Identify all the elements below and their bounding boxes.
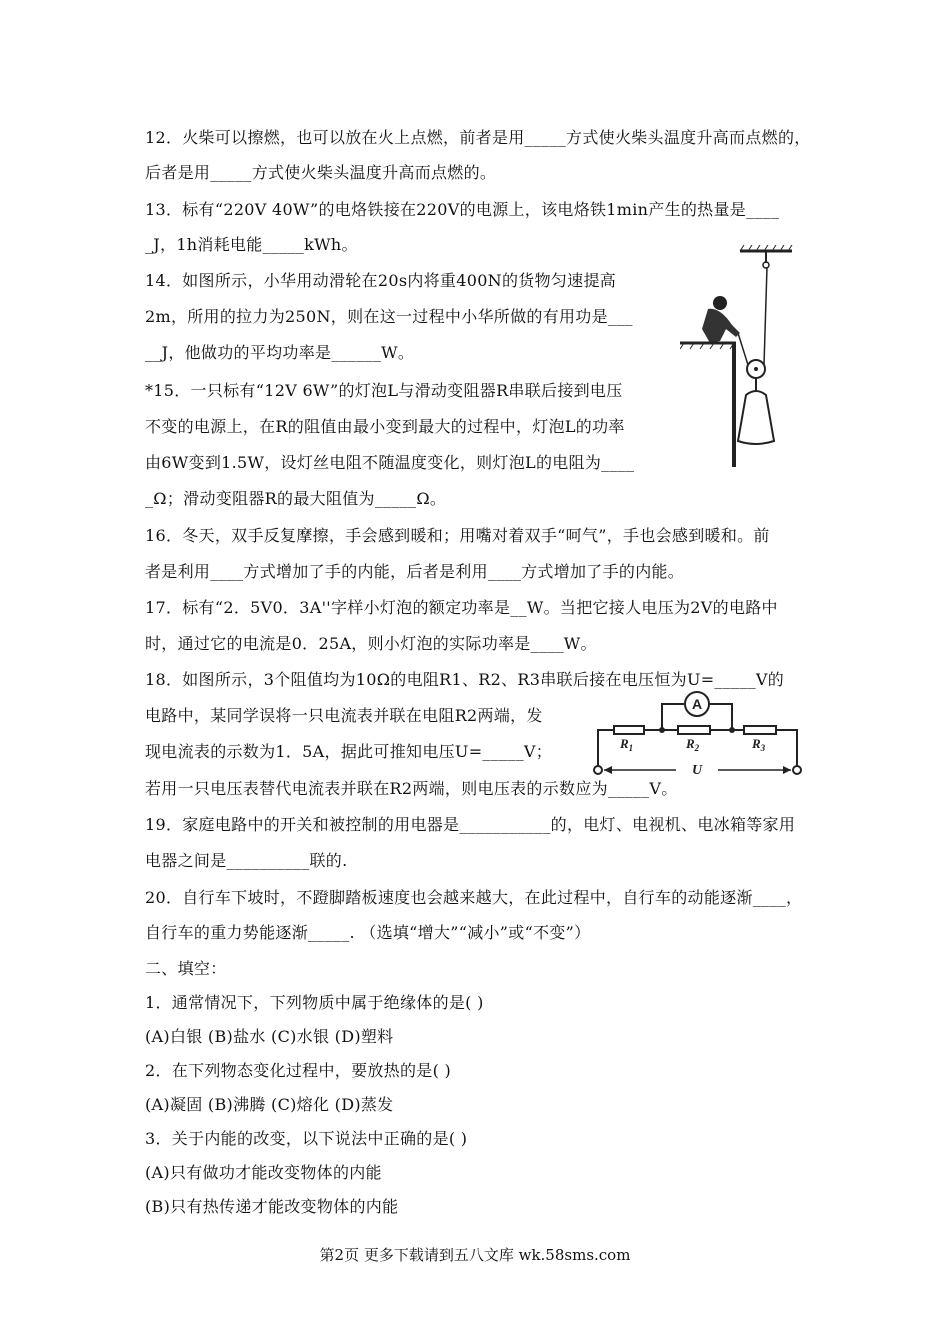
- s2-q2: 2．在下列物态变化过程中，要放热的是( ): [145, 1061, 452, 1080]
- q17-line-1: 17．标有“2．5V0．3A''字样小灯泡的额定功率是__W。当把它接人电压为2V的电路中: [145, 598, 778, 617]
- s2-q1-options: (A)白银 (B)盐水 (C)水银 (D)塑料: [145, 1027, 394, 1046]
- pulley-figure: [680, 245, 800, 470]
- q16-line-1: 16．冬天，双手反复摩擦，手会感到暖和；用嘴对着双手“呵气”，手也会感到暖和。前: [145, 526, 770, 545]
- q15-line-3: 由6W变到1.5W，设灯丝电阻不随温度变化，则灯泡L的电阻为____: [145, 453, 635, 472]
- label-r3: $R_3$: [752, 736, 766, 753]
- pulley-axle: [754, 367, 758, 371]
- s2-q3-option-a: (A)只有做功才能改变物体的内能: [145, 1163, 382, 1182]
- label-r1: $R_1$: [620, 736, 634, 753]
- q15-line-4: _Ω；滑动变阻器R的最大阻值为_____Ω。: [145, 489, 447, 508]
- q17-line-2: 时，通过它的电流是0．25A，则小灯泡的实际功率是____W。: [145, 634, 597, 653]
- u-arrowhead-left: [604, 766, 612, 774]
- section-heading: 二、填空：: [145, 959, 227, 978]
- resistor-r3: [744, 726, 776, 734]
- load-weight: [738, 391, 774, 444]
- ammeter-label: A: [691, 696, 703, 712]
- q18-line-3: 现电流表的示数为1．5A，据此可推知电压U=_____V；: [145, 742, 553, 761]
- q18-line-4: 若用一只电压表替代电流表并联在R2两端，则电压表的示数应为_____V。: [145, 779, 678, 798]
- u-arrowhead-right: [783, 766, 791, 774]
- wire-right: [776, 730, 797, 768]
- q20-line-1: 20．自行车下坡时，不蹬脚踏板速度也会越来越大，在此过程中，自行车的动能逐渐____，: [145, 888, 803, 907]
- rope-left: [738, 333, 748, 365]
- s2-q3: 3．关于内能的改变，以下说法中正确的是( ): [145, 1129, 468, 1148]
- wire-left: [598, 730, 614, 768]
- s2-q2-options: (A)凝固 (B)沸腾 (C)熔化 (D)蒸发: [145, 1095, 394, 1114]
- ammeter-wire-right: [710, 704, 732, 730]
- s2-q3-option-b: (B)只有热传递才能改变物体的内能: [145, 1197, 399, 1216]
- q12-line-2: 后者是用_____方式使火柴头温度升高而点燃的。: [145, 163, 497, 182]
- q19-line-1: 19．家庭电路中的开关和被控制的用电器是___________的，电灯、电视机、电冰箱等家用: [145, 815, 796, 834]
- label-u: U: [691, 763, 703, 778]
- q14-line-2: 2m，所用的拉力为250N，则在这一过程中小华所做的有用功是___: [145, 307, 633, 326]
- q18-line-2: 电路中，某同学误将一只电流表并联在电阻R2两端，发: [145, 706, 543, 725]
- person-body: [702, 309, 740, 343]
- q12-line-1: 12．火柴可以擦燃，也可以放在火上点燃，前者是用_____方式使火柴头温度升高而点燃的，: [145, 128, 811, 147]
- q18-line-1: 18．如图所示，3个阻值均为10Ω的电阻R1、R2、R3串联后接在电压恒为U=_____V的: [145, 670, 785, 689]
- page-footer: 第2页 更多下载请到五八文库 wk.58sms.com: [319, 1246, 631, 1264]
- q13-line-2: _J，1h消耗电能_____kWh。: [145, 235, 358, 254]
- resistor-r1: [614, 726, 644, 734]
- terminal-right: [793, 766, 801, 774]
- q15-line-2: 不变的电源上，在R的阻值由最小变到最大的过程中，灯泡L的功率: [145, 417, 625, 436]
- q15-line-1: *15．一只标有“12V 6W”的灯泡L与滑动变阻器R串联后接到电压: [145, 381, 623, 400]
- q19-line-2: 电器之间是__________联的.: [145, 851, 348, 870]
- resistor-r2: [678, 726, 710, 734]
- q14-line-3: __J，他做功的平均功率是______W。: [145, 343, 415, 362]
- q13-line-1: 13．标有“220V 40W”的电烙铁接在220V的电源上，该电烙铁1min产生的热量是____: [145, 200, 780, 219]
- person-head: [713, 296, 727, 310]
- rope-right: [764, 267, 767, 365]
- q16-line-2: 者是利用____方式增加了手的内能，后者是利用____方式增加了手的内能。: [145, 562, 685, 581]
- q14-line-1: 14．如图所示，小华用动滑轮在20s内将重400N的货物匀速提高: [145, 271, 617, 290]
- s2-q1: 1．通常情况下，下列物质中属于绝缘体的是( ): [145, 993, 484, 1012]
- terminal-left: [594, 766, 602, 774]
- q20-line-2: 自行车的重力势能逐渐_____. （选填“增大”“减小”或“不变”）: [145, 923, 591, 942]
- label-r2: $R_2$: [686, 736, 700, 753]
- circuit-figure: [592, 688, 807, 780]
